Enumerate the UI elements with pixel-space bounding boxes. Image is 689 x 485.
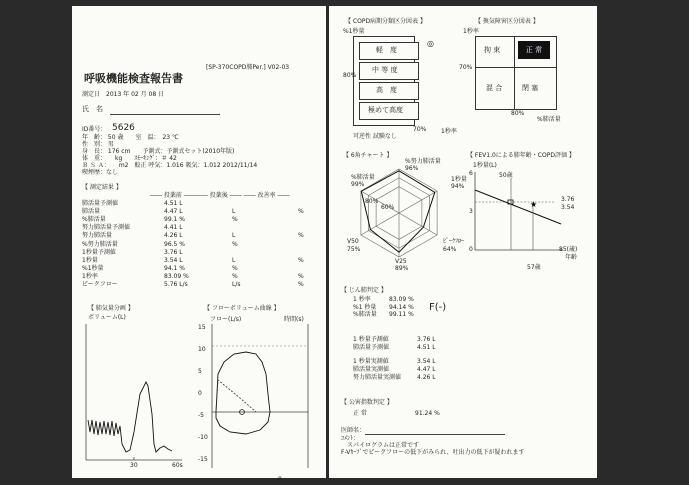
result-pct: % <box>298 256 304 264</box>
lung-age-chart <box>475 172 563 252</box>
software-version: [SP-370COPD肺Per.] V02-03 <box>206 64 290 71</box>
copd-note: 可逆性 試験なし <box>353 133 397 140</box>
result-value: 94.1 % <box>164 264 185 272</box>
hexagon-axis-value: 89% <box>395 265 409 272</box>
ventilation-y-label: 1秒率 <box>463 28 479 35</box>
fv-tick-label: 10 <box>198 346 206 353</box>
judgement-detail-value: 4.51 L <box>417 344 436 351</box>
judgement-row-label: %1 秒量 <box>353 303 377 311</box>
ventilation-grid <box>475 36 557 110</box>
doctor-underline <box>365 434 505 435</box>
hexagon-axis-value: 94% <box>451 183 465 190</box>
col-pre: 投薬前 <box>163 192 182 199</box>
fv-tick-label: 15 <box>198 324 206 331</box>
result-value: 96.5 % <box>164 240 185 248</box>
comment-label: ｺﾒﾝﾄ： <box>341 435 360 442</box>
result-label: 努力肺活量予測値 <box>82 224 131 232</box>
weight-line: 体 重： kg ｽﾓｰｷﾝｸﾞ：＃ 42 <box>82 155 177 162</box>
result-value: 4.41 L <box>164 224 183 232</box>
lungage-y-tick-6: 6 <box>469 170 473 177</box>
judgement-grade: F(-) <box>429 302 447 313</box>
result-unit: L/s <box>232 281 241 288</box>
result-value: 83.09 % <box>164 272 189 280</box>
hexagon-axis-value: 99% <box>351 181 365 188</box>
pollution-label: 正 常 <box>353 410 367 417</box>
date-value: 2013 年 02 月 08 日 <box>106 91 165 98</box>
spiro-title: 【 肺気量分画 】 <box>88 305 134 312</box>
spiro-x-end-label: 60s <box>172 462 183 469</box>
judgement-detail-label: 肺活量実測値 <box>353 366 390 373</box>
results-header-row: ―― 投薬前 ―――― 投薬後 ―― ―― 改善率 ―― <box>150 192 290 199</box>
results-row <box>82 232 312 240</box>
ventilation-title: 【 換気障害区分図表 】 <box>475 18 539 25</box>
copd-title: 【 COPD病期分類区分図表 】 <box>345 18 426 25</box>
results-row <box>82 216 312 224</box>
hexagon-axis-value: 64% <box>443 246 457 253</box>
copd-level-severe: 高 度 <box>359 82 419 100</box>
fv-tick-label: 5 <box>198 368 202 375</box>
result-label: 肺活量予測値 <box>82 200 119 207</box>
lungage-marker-label: 50歳 <box>499 172 513 179</box>
copd-result-marker-icon: ◎ <box>427 39 434 48</box>
sex-line: 性 別： 男 <box>82 141 114 148</box>
hexagon-axis-label: V25 <box>395 258 407 265</box>
comment-line-2: F-Vｶｰﾌﾞでピークフローの低下がみられ、吐出力の低下が疑われます <box>341 449 525 456</box>
fv-tick-label: -15 <box>198 456 208 463</box>
results-row <box>82 281 312 289</box>
pollution-value: 91.24 % <box>415 410 440 417</box>
results-row <box>82 249 312 257</box>
results-section-title: 【 測定結果 】 <box>82 184 122 191</box>
spiro-ylabel: ボリューム(L) <box>88 314 126 321</box>
judgement-detail-value: 3.76 L <box>417 336 436 343</box>
result-pct: % <box>298 281 304 288</box>
result-unit: % <box>232 240 238 248</box>
result-label: 1秒量予測値 <box>82 248 116 256</box>
fv-tick-label: -5 <box>198 412 204 419</box>
results-row <box>82 257 312 265</box>
lungage-y-tick-0: 0 <box>469 246 473 253</box>
judgement-row-value: 83.09 % <box>389 296 414 303</box>
judgement-detail-label: 肺活量予測値 <box>353 344 390 351</box>
result-unit: % <box>232 272 238 280</box>
name-underline <box>110 114 220 115</box>
smoke-line: 喫煙歴：なし <box>82 169 119 176</box>
vent-cell-restrictive: 拘 束 <box>484 46 501 54</box>
copd-x-label: 1秒率 <box>441 128 457 135</box>
vent-cell-mixed: 混 合 <box>486 84 503 92</box>
result-unit: L <box>232 232 236 240</box>
flowvol-x-tick: 8 <box>278 476 282 483</box>
hexagon-axis-value: 75% <box>347 246 361 253</box>
copd-level-mild: 軽 度 <box>359 42 419 60</box>
results-row <box>82 265 312 273</box>
name-label: 氏 名 <box>82 105 103 113</box>
copd-level-moderate: 中 等 度 <box>359 62 419 80</box>
hexagon-axis-label: V50 <box>347 238 359 245</box>
judgement-row-label: 1 秒率 <box>353 296 371 303</box>
age-line: 年 齢： 50 歳 室 温： 23 ℃ <box>82 134 179 141</box>
flow-volume-trace <box>216 352 270 434</box>
judgement-title: 【 じん肺判定 】 <box>341 287 387 294</box>
lungage-curve <box>475 190 561 224</box>
lungage-title: 【 FEV1.0による肺年齢・COPD評価 】 <box>467 152 575 159</box>
spiro-x-tick-label: 30 <box>130 462 138 469</box>
judgement-detail-value: 4.26 L <box>417 374 436 381</box>
result-pct: % <box>298 272 304 280</box>
judgement-row-label: %肺活量 <box>353 311 377 318</box>
result-label: %肺活量 <box>82 216 106 224</box>
result-label: %1秒量 <box>82 264 104 272</box>
hexagon-tick-label: 60% <box>381 204 395 211</box>
result-unit: % <box>232 216 238 224</box>
judgement-row-value: 94.14 % <box>389 303 414 311</box>
lungage-predicted-value: 3.76 <box>561 196 575 203</box>
predicted-flow-trace <box>216 380 256 412</box>
result-label: 1秒量 <box>82 256 98 264</box>
col-post: 投薬後 <box>209 192 228 199</box>
judgement-detail-value: 4.47 L <box>417 366 436 373</box>
hexagon-title: 【 6角チャート 】 <box>343 152 393 159</box>
copd-x-tick: 70% <box>413 126 427 133</box>
results-row <box>82 241 312 249</box>
hexagon-axis-label: %努力肺活量 <box>405 158 441 165</box>
flowvol-ylabel: フロー(L/s) <box>210 316 242 323</box>
result-label: 努力肺活量 <box>82 232 113 240</box>
lungage-y-tick-3: 3 <box>469 208 473 215</box>
hexagon-tick-label: 80% <box>365 198 379 205</box>
judgement-detail-label: 1 秒量実測値 <box>353 358 389 365</box>
results-row <box>82 273 312 281</box>
col-improve: 改善率 <box>257 192 276 199</box>
hexagon-axis-value: 96% <box>405 165 419 172</box>
pollution-title: 【 公害指数判定 】 <box>341 399 393 406</box>
result-value: 3.54 L <box>164 256 183 264</box>
flow-volume-chart <box>210 324 310 474</box>
fv-tick-label: 0 <box>198 390 202 397</box>
vent-cell-normal: 正 常 <box>518 41 550 59</box>
copd-y-tick: 80% <box>343 72 357 79</box>
result-value: 4.47 L <box>164 208 183 216</box>
copd-level-very-severe: 極めて高度 <box>359 102 419 120</box>
lungage-age-label: 57歳 <box>527 264 541 271</box>
lungage-x-end: 85(歳) <box>559 246 578 253</box>
patient-id: 5626 <box>112 123 135 133</box>
report-page-right <box>329 6 597 478</box>
judgement-row-value: 99.11 % <box>389 311 414 318</box>
ventilation-y-tick: 70% <box>459 64 473 71</box>
hexagon-grid <box>361 169 437 257</box>
copd-y-label: %1秒量 <box>343 28 365 35</box>
result-value: 4.26 L <box>164 232 183 240</box>
result-unit: % <box>232 264 238 272</box>
lungage-ylabel: 1秒量(L) <box>473 162 497 169</box>
result-value: 99.1 % <box>164 216 185 224</box>
height-line: 身 長： 176 cm 予測式：予測式セット(2010年版) <box>82 148 235 155</box>
ventilation-x-label: %肺活量 <box>537 116 561 123</box>
judgement-detail-label: 1 秒量予測値 <box>353 336 389 343</box>
comment-line-1: スパイログラムは正常です <box>347 442 419 449</box>
result-label: ピークフロー <box>82 281 118 288</box>
result-value: 5.76 L/s <box>164 281 188 288</box>
ventilation-x-tick: 80% <box>511 110 525 117</box>
spirogram-chart <box>84 324 184 466</box>
judgement-detail-label: 努力肺活量実測値 <box>353 374 402 381</box>
result-unit: L <box>232 256 236 264</box>
results-row <box>82 208 312 216</box>
lungage-measured-marker-icon: ★ <box>530 200 538 209</box>
result-label: 肺活量 <box>82 208 101 216</box>
doctor-label: 医師名： <box>341 427 366 434</box>
result-pct: % <box>298 208 304 216</box>
lungage-measured-value: 3.54 <box>561 204 575 211</box>
hexagon-spoke <box>361 213 399 235</box>
spirogram-trace <box>88 382 172 452</box>
judgement-detail-value: 3.54 L <box>417 358 436 365</box>
result-pct: % <box>298 232 304 240</box>
flowvol-time-label: 時間(s) <box>284 316 304 323</box>
hexagon-spoke <box>399 213 437 235</box>
report-page-left <box>72 6 326 483</box>
date-label: 測定日 <box>82 91 101 98</box>
result-label: %努力肺活量 <box>82 240 118 248</box>
hexagon-axis-label: %肺活量 <box>351 174 375 181</box>
id-label: ID番号： <box>82 126 107 133</box>
hexagon-axis-label: 1秒量 <box>451 176 467 183</box>
result-value: 3.76 L <box>164 248 183 256</box>
report-title: 呼吸機能検査報告書 <box>84 72 183 85</box>
result-label: 1秒率 <box>82 272 98 280</box>
bsa-line: Ｂ Ｓ Ａ： m2 較正 呼気：1.016 吸気：1.012 2012/11/14 <box>82 162 258 169</box>
results-row <box>82 200 312 208</box>
result-unit: L <box>232 208 236 216</box>
lungage-x-label: 年齢 <box>565 254 578 261</box>
vent-cell-obstructive: 閉 塞 <box>522 84 539 92</box>
fv-tick-label: -10 <box>198 434 208 441</box>
hexagon-axis-label: ﾋﾟｰｸﾌﾛｰ <box>443 238 465 245</box>
results-row <box>82 224 312 232</box>
result-value: 4.51 L <box>164 200 183 207</box>
flowvol-title: 【 フローボリューム曲線 】 <box>204 305 280 312</box>
